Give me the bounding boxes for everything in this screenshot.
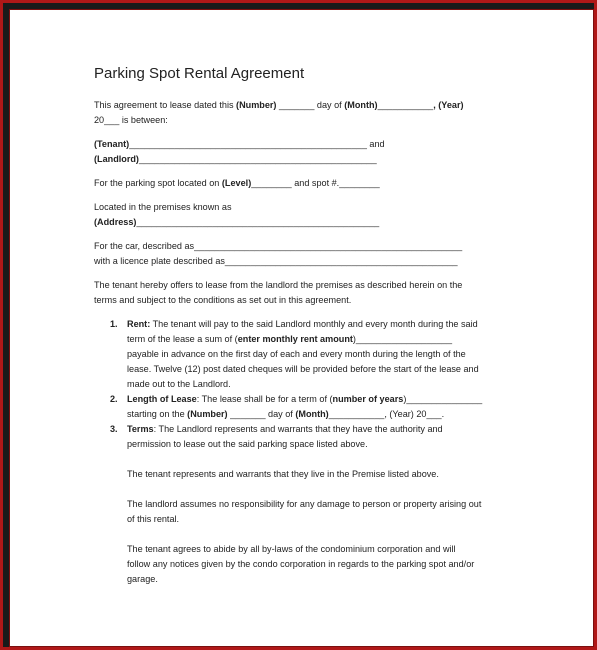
document-title: Parking Spot Rental Agreement bbox=[94, 65, 305, 82]
address-line: (Address)________________________________________________ bbox=[94, 217, 380, 227]
offer-line-1: The tenant hereby offers to lease from the landlord the premises as described herein on the bbox=[94, 280, 463, 290]
document-page bbox=[9, 9, 594, 647]
clause-line: Terms: The Landlord represents and warrants that they have the authority and bbox=[127, 424, 443, 434]
clause-number: 2. bbox=[110, 394, 118, 404]
clause-paragraph: of this rental. bbox=[127, 514, 180, 524]
clause-line: permission to lease out the said parking space listed above. bbox=[127, 439, 368, 449]
intro-line-2: 20___ is between: bbox=[94, 115, 168, 125]
car-description-line: For the car, described as_____________________________________________________ bbox=[94, 241, 463, 251]
landlord-line: (Landlord)_______________________________________________ bbox=[94, 154, 377, 164]
clause-line: term of the lease a sum of (enter monthly rent amount)___________________ bbox=[127, 334, 453, 344]
licence-plate-line: with a licence plate described as______________________________________________ bbox=[94, 256, 458, 266]
clause-paragraph: The tenant represents and warrants that they live in the Premise listed above. bbox=[127, 469, 439, 479]
clause-line: payable in advance on the first day of each and every month during the length of the bbox=[127, 349, 466, 359]
clause-paragraph: follow any notices given by the condo corporation in regards to the parking spot and/or bbox=[127, 559, 475, 569]
premises-line: Located in the premises known as bbox=[94, 202, 232, 212]
clause-line: made out to the Landlord. bbox=[127, 379, 231, 389]
clause-number: 1. bbox=[110, 319, 118, 329]
parking-spot-line: For the parking spot located on (Level)________ and spot #.________ bbox=[94, 178, 380, 188]
clause-paragraph: The tenant agrees to abide by all by-laws of the condominium corporation and will bbox=[127, 544, 456, 554]
offer-line-2: terms and subject to the conditions as set out in this agreement. bbox=[94, 295, 352, 305]
clause-line: Length of Lease: The lease shall be for a term of (number of years)_______________ bbox=[127, 394, 483, 404]
clause-line: lease. Twelve (12) post dated cheques will be provided before the start of the lease and bbox=[127, 364, 479, 374]
clause-paragraph: The landlord assumes no responsibility for any damage to person or property arising out bbox=[127, 499, 482, 509]
clause-line: Rent: The tenant will pay to the said Landlord monthly and every month during the said bbox=[127, 319, 478, 329]
clause-line: starting on the (Number) _______ day of (Month)___________, (Year) 20___. bbox=[127, 409, 445, 419]
clause-paragraph: garage. bbox=[127, 574, 158, 584]
intro-line-1: This agreement to lease dated this (Number) _______ day of (Month)___________, (Year) bbox=[94, 100, 464, 110]
tenant-line: (Tenant)_______________________________________________ and bbox=[94, 139, 385, 149]
clause-number: 3. bbox=[110, 424, 118, 434]
